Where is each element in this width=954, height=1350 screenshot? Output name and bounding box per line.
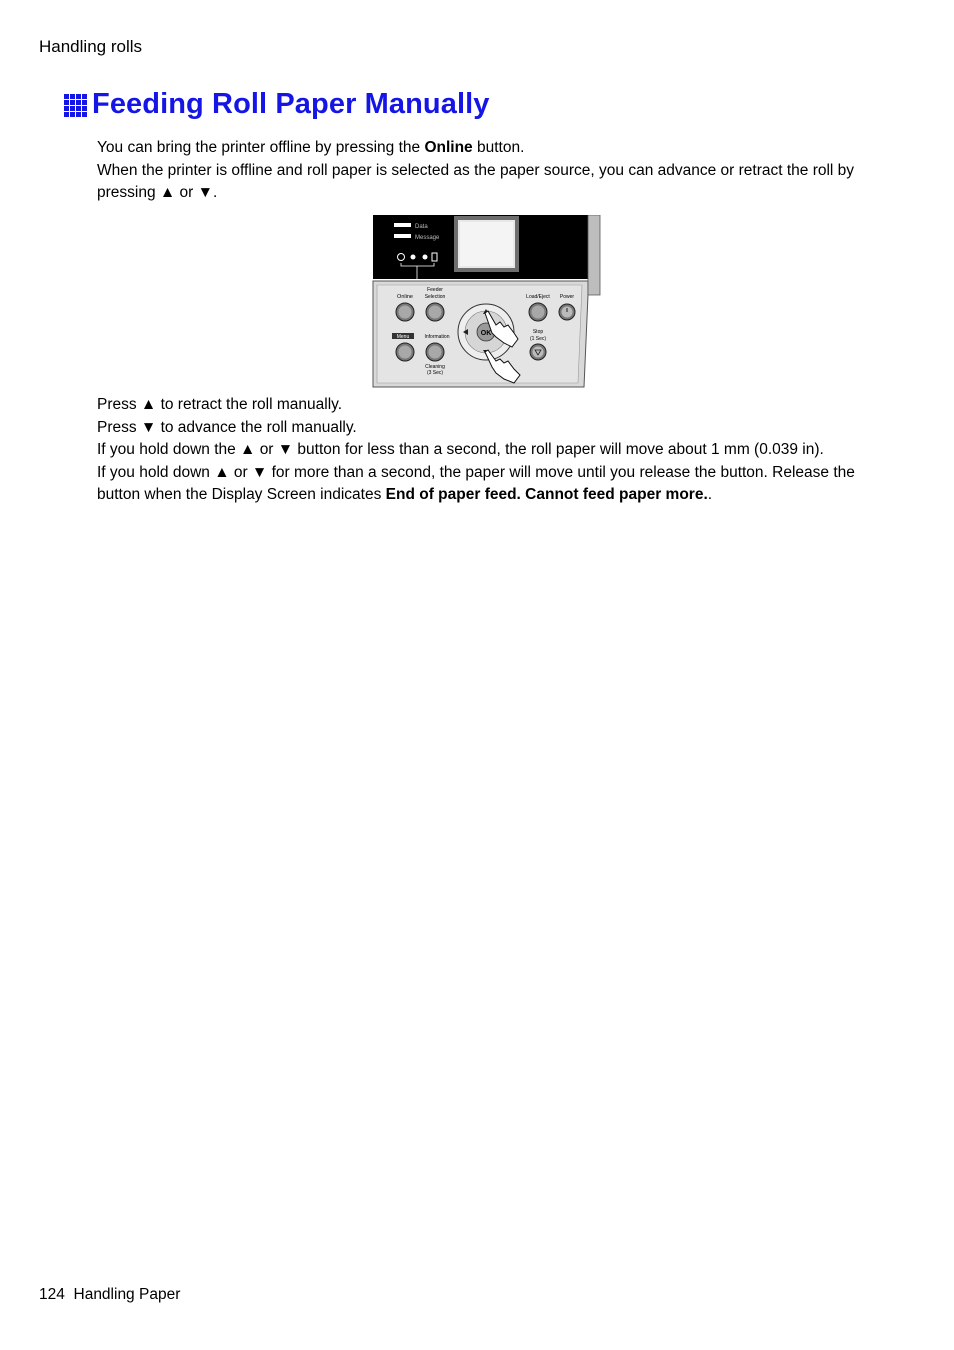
stop-label-1: Stop — [532, 329, 544, 335]
intro-line-1-end: button. — [472, 139, 525, 156]
ok-label: OK — [480, 330, 492, 337]
chapter-title: Handling Paper — [73, 1286, 181, 1303]
intro-paragraph — [97, 137, 877, 205]
load-eject-button[interactable] — [529, 303, 547, 321]
page-footer — [39, 1286, 180, 1304]
data-lamp — [394, 223, 411, 227]
status-dot-icon — [411, 255, 416, 260]
intro-line-1 — [97, 137, 877, 160]
online-button-label: Online — [397, 294, 413, 300]
menu-label: Menu — [396, 334, 410, 340]
online-button[interactable] — [396, 303, 414, 321]
data-lamp-label: Data — [415, 224, 428, 230]
page-title: Feeding Roll Paper Manually — [92, 88, 490, 120]
section-header: Handling rolls — [39, 37, 142, 56]
power-button[interactable] — [559, 304, 575, 320]
power-label: Power — [559, 294, 575, 300]
message-lamp-label: Message — [415, 235, 440, 241]
page-number: 124 — [39, 1286, 65, 1303]
control-panel-figure — [372, 215, 602, 390]
message-lamp — [394, 234, 411, 238]
retract-instruction: Press ▲ to retract the roll manually. — [97, 396, 343, 413]
feeder-label-2: Selection — [424, 294, 446, 300]
display-message: End of paper feed. Cannot feed paper more. — [385, 486, 708, 503]
cleaning-label-2: (3 Sec) — [426, 370, 444, 376]
menu-button[interactable] — [396, 343, 414, 361]
load-eject-label: Load/Eject — [526, 294, 550, 300]
advance-instruction: Press ▼ to advance the roll manually. — [97, 418, 357, 436]
short-hold-instruction: If you hold down the ▲ or ▼ button for less than a second, the roll paper will move about 1 mm (0.039 in). — [97, 441, 824, 458]
status-dot-icon — [423, 255, 428, 260]
feeder-label-1: Feeder — [427, 287, 443, 293]
intro-line-2: When the printer is offline and roll paper is selected as the paper source, you can advance or retract the roll by pressing ▲ or ▼. — [97, 161, 855, 201]
stop-button[interactable] — [530, 344, 546, 360]
stop-label-2: (1 Sec) — [529, 336, 547, 342]
information-label: Information — [424, 334, 450, 340]
title-row — [64, 88, 490, 121]
grid-list-icon — [64, 94, 88, 118]
long-hold-text: If you hold down ▲ or ▼ for more than a second, the paper will move until you release the button. Release the button when the Display Screen indicates — [97, 463, 855, 503]
long-hold-instruction — [97, 462, 877, 507]
intro-line-1-text: You can bring the printer offline by pressing the — [97, 139, 425, 156]
long-hold-end: . — [707, 486, 713, 503]
cleaning-label-1: Cleaning — [425, 364, 445, 370]
instructions — [97, 394, 877, 507]
feeder-selection-button[interactable] — [426, 303, 444, 321]
online-keyword: Online — [424, 139, 473, 156]
information-button[interactable] — [426, 343, 444, 361]
